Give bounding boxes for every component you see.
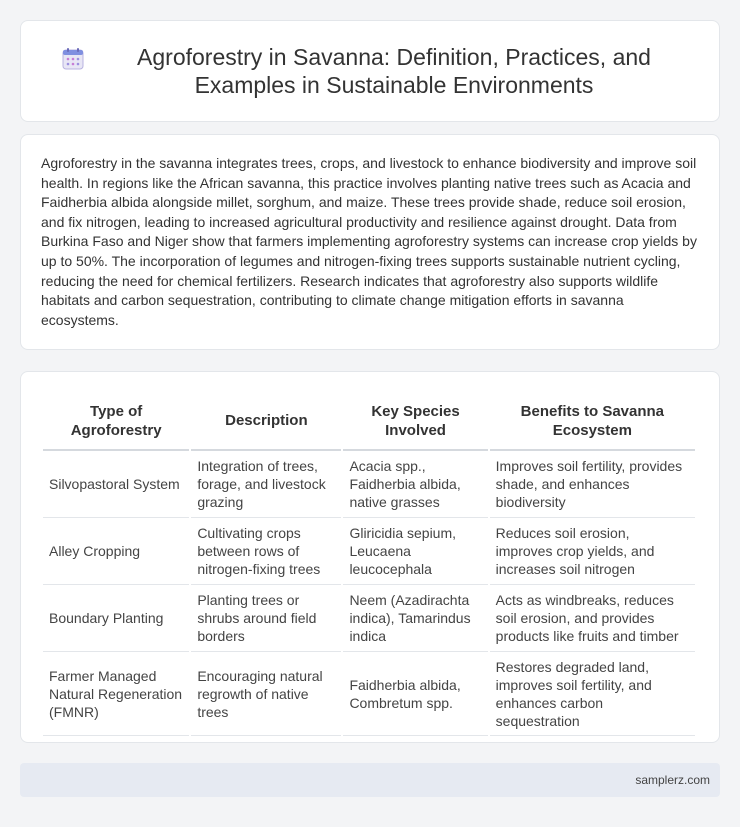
table-cell: Acts as windbreaks, reduces soil erosion, and provides products like fruits and timber: [490, 585, 695, 652]
column-header: Key Species Involved: [343, 392, 487, 451]
table-cell: Silvopastoral System: [43, 451, 189, 518]
table-cell: Faidherbia albida, Combretum spp.: [343, 652, 487, 736]
table-cell: Boundary Planting: [43, 585, 189, 652]
table-cell: Restores degraded land, improves soil fertility, and enhances carbon sequestration: [490, 652, 695, 736]
intro-card: [20, 134, 720, 350]
table-card: [20, 371, 720, 743]
table-cell: Acacia spp., Faidherbia albida, native grasses: [343, 451, 487, 518]
table-cell: Farmer Managed Natural Regeneration (FMNR): [43, 652, 189, 736]
table-cell: Improves soil fertility, provides shade, and enhances biodiversity: [490, 451, 695, 518]
table-cell: Integration of trees, forage, and livestock grazing: [191, 451, 341, 518]
table-cell: Alley Cropping: [43, 518, 189, 585]
footer: [20, 763, 720, 797]
title-card: [20, 20, 720, 122]
table-cell: Reduces soil erosion, improves crop yields, and increases soil nitrogen: [490, 518, 695, 585]
column-header: Description: [191, 392, 341, 451]
footer-site-link[interactable]: samplerz.com: [635, 773, 710, 787]
title-wrap: [61, 43, 679, 99]
intro-paragraph: Agroforestry in the savanna integrates trees, crops, and livestock to enhance biodiversity and improve soil health. In regions like the African savanna, this practice involves planting native trees such as Acacia and Faidherbia albida alongside millet, sorghum, and maize. These trees provide shade, reduce soil erosion, and fix nitrogen, leading to increased agricultural productivity and resilience against drought. Data from Burkina Faso and Niger show that farmers implementing agroforestry systems can increase crop yields by up to 50%. The incorporation of legumes and nitrogen-fixing trees supports sustainable nutrient cycling, reducing the need for chemical fertilizers. Research indicates that agroforestry also supports wildlife habitats and carbon sequestration, contributing to climate change mitigation efforts in savanna ecosystems.: [41, 155, 697, 328]
table-cell: Gliricidia sepium, Leucaena leucocephala: [343, 518, 487, 585]
calendar-icon: [61, 47, 85, 71]
table-row: [43, 652, 695, 736]
table-row: [43, 451, 695, 518]
agroforestry-table: [41, 392, 697, 736]
table-cell: Cultivating crops between rows of nitrogen-fixing trees: [191, 518, 341, 585]
column-header: Type of Agroforestry: [43, 392, 189, 451]
table-row: [43, 585, 695, 652]
column-header: Benefits to Savanna Ecosystem: [490, 392, 695, 451]
page-title: Agroforestry in Savanna: Definition, Practices, and Examples in Sustainable Environments: [137, 44, 651, 98]
table-cell: Encouraging natural regrowth of native trees: [191, 652, 341, 736]
table-row: [43, 518, 695, 585]
table-header-row: [43, 392, 695, 451]
table-cell: Neem (Azadirachta indica), Tamarindus indica: [343, 585, 487, 652]
table-cell: Planting trees or shrubs around field borders: [191, 585, 341, 652]
